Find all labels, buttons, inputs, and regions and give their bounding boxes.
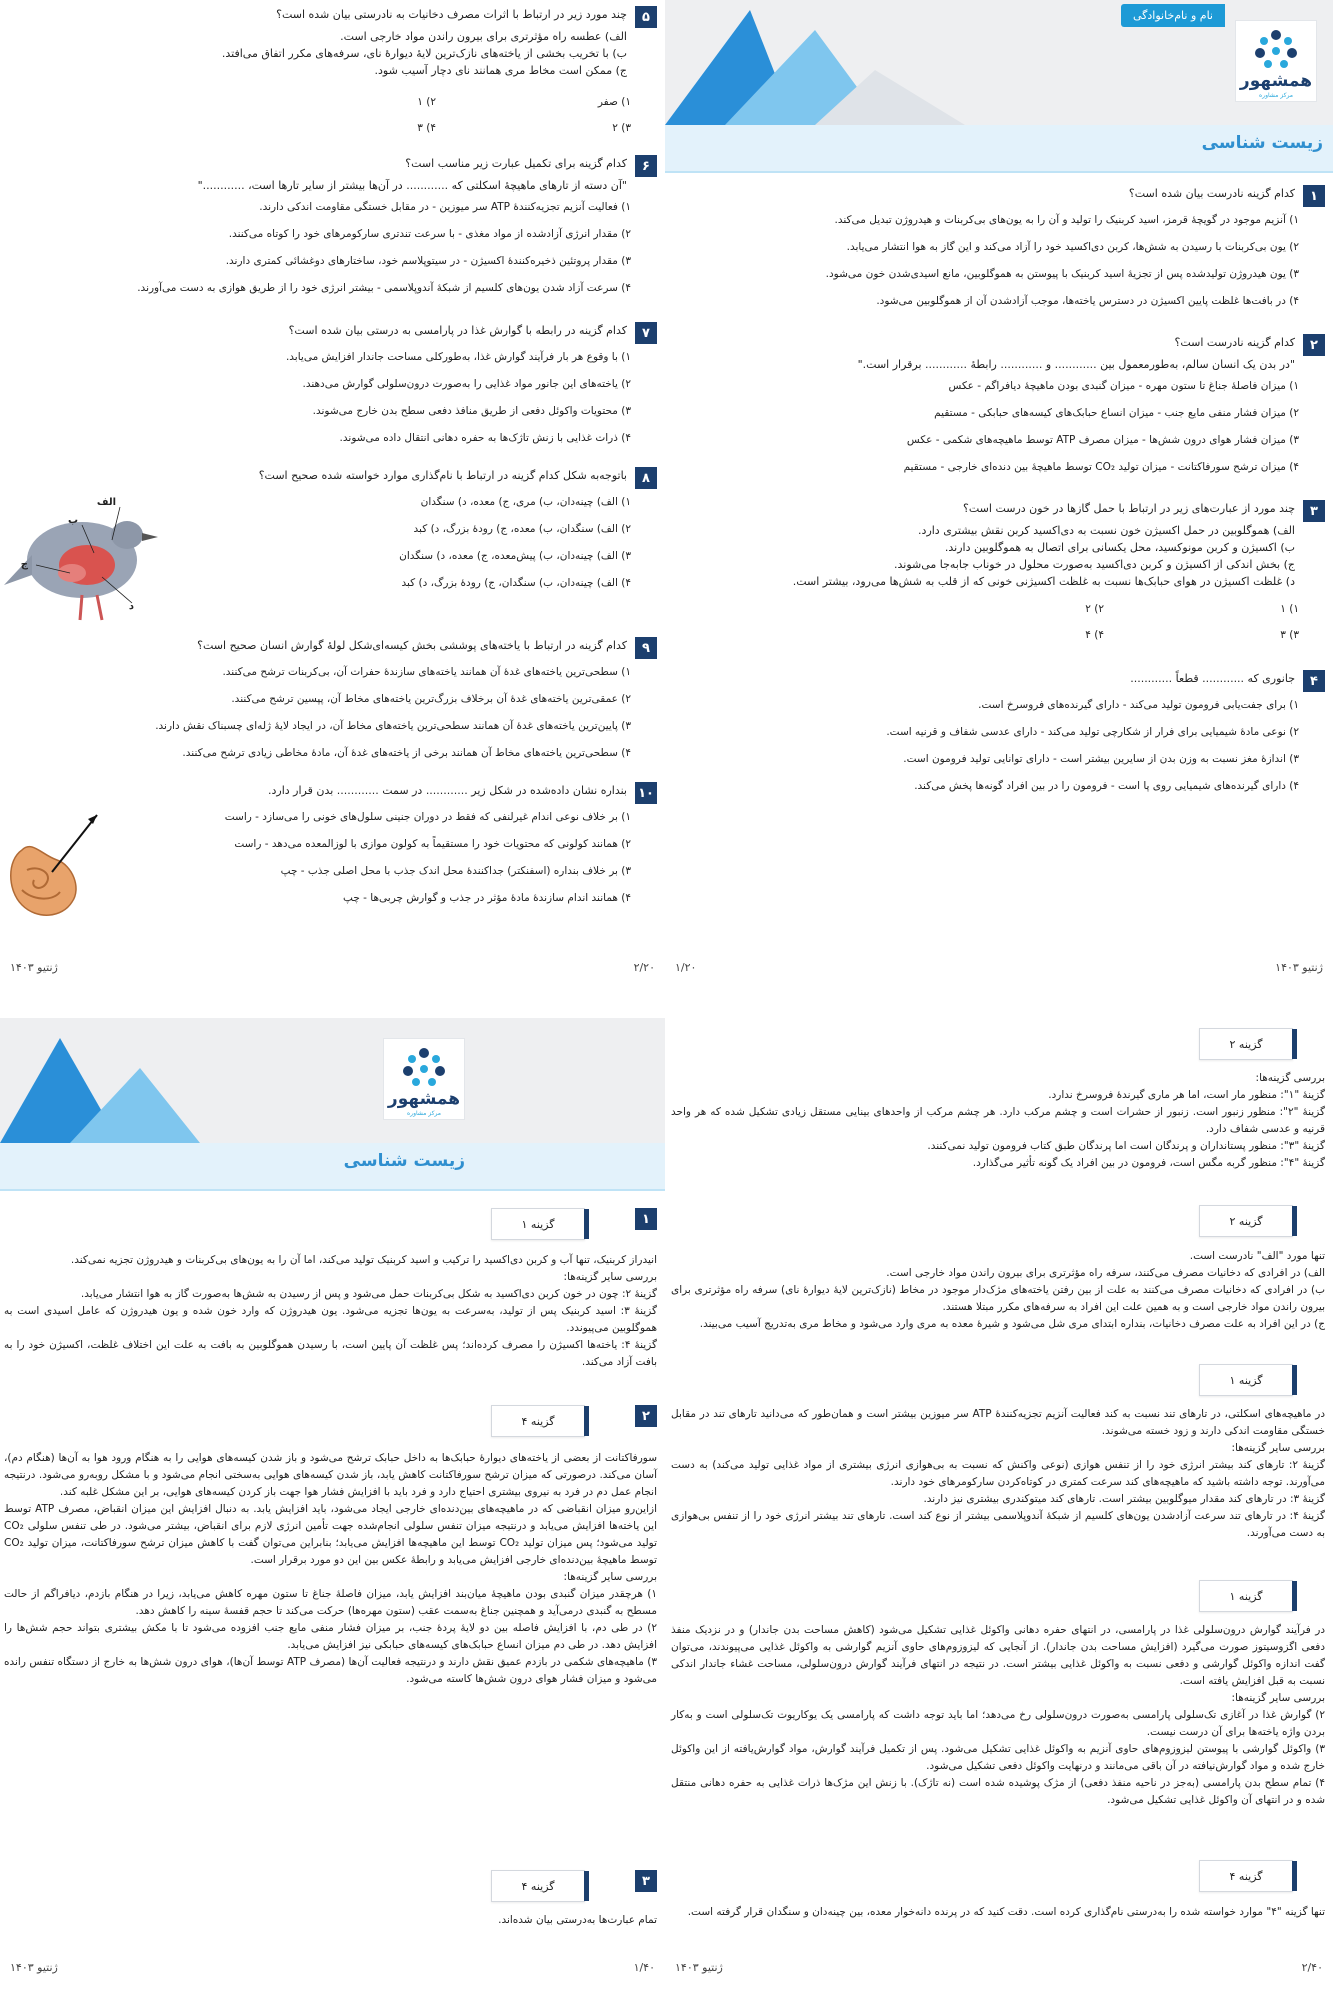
question-1 [665, 185, 1325, 315]
page-number: ۲/۴۰ [1301, 1961, 1323, 1974]
question-statement: "در بدن یک انسان سالم، به‌طورمعمول بین ............ و ............ رابطهٔ ............ برقرار است." [857, 358, 1295, 371]
question-5 [0, 6, 657, 141]
answer-choice: گزینه ۱ [491, 1208, 585, 1240]
answer-choice: گزینه ۴ [491, 1870, 585, 1902]
page-top-left [0, 0, 665, 1000]
figure-label: ج [20, 559, 28, 570]
option[interactable]: ۳) بر خلاف بنداره (اسفنکتر) جداکنندهٔ محل اندک جذب با محل اصلی جذب - چپ [280, 865, 631, 877]
header-decoration-triangles [0, 1018, 260, 1143]
statement: ب) اکسیژن و کربن مونوکسید، محل یکسانی برای اتصال به هموگلوبین دارند. [944, 541, 1295, 554]
explanation-paragraph: ۲) در طی دم، با افزایش فاصله بین دو لایهٔ پردهٔ جنب، بر میزان فشار منفی مایع جنب افزوده می‌شود تا با مکش بیشتری بتواند حجم شش‌ها را افزایش دهد. در طی دم میزان انساع حبابک‌های کیسه‌های حبابکی نیز افزایش می‌یابد. [4, 1622, 657, 1651]
question-number: ۱۰ [635, 782, 657, 804]
question-text: کدام گزینه نادرست است؟ [1174, 336, 1295, 349]
explanation-paragraph: بررسی سایر گزینه‌ها: [563, 1271, 657, 1283]
option[interactable]: ۲) عمقی‌ترین یاخته‌های غدهٔ آن برخلاف بزرگ‌ترین یاخته‌های مخاط آن، پپسین ترشح می‌کنند. [231, 693, 631, 705]
statement: ج) ممکن است مخاط مری همانند نای دچار آسیب شود. [374, 64, 627, 77]
question-text: چند مورد زیر در ارتباط با اثرات مصرف دخانیات به نادرستی بیان شده است؟ [276, 8, 627, 21]
topic-title: زیست شناسی [1201, 133, 1323, 153]
explanation-paragraph: سورفاکتانت از بعضی از یاخته‌های دیوارهٔ حبابک‌ها به داخل حبابک ترشح می‌شود و باز شدن کیسه‌های هوایی را به هنگام ورود هوا به آن‌ها (هنگام دم)، آسان می‌کند. درصورتی که میزان ترشح سورفاکتانت کاهش یابد، باز شدن کیسه‌های هوایی به‌سختی انجام می‌شود و با مشکل روبه‌رو می‌شود. درنتیجه انجام عمل دم در فرد به نیروی بیشتری احتیاج دارد و فرد باید با افزایش فشار هوا جهت باز کردن کیسه‌های هوایی، بر این مشکل غلبه کند. [4, 1452, 657, 1498]
question-number: ۴ [1303, 670, 1325, 692]
page-footer [10, 1961, 655, 1974]
option[interactable]: ۴) ذرات غذایی با زنش تاژک‌ها به حفره دهانی انتقال داده می‌شوند. [339, 432, 631, 444]
question-number: ۸ [635, 467, 657, 489]
figure-label: د [128, 601, 134, 612]
option[interactable]: ۲) همانند کولونی که محتویات خود را مستقیماً به کولون موازی با لوزالمعده می‌دهد - راست [234, 838, 631, 850]
question-text: کدام گزینه نادرست بیان شده است؟ [1128, 187, 1295, 200]
explanation-paragraph: ج) در این افراد به علت مصرف دخانیات، بنداره ابتدای مری شل می‌شود و شیرهٔ معده به مری وارد می‌شود و مخاط مری به‌تدریج آسیب می‌بیند. [699, 1318, 1325, 1330]
page-bottom-right [665, 1000, 1333, 2000]
question-text: کدام گزینه برای تکمیل عبارت زیر مناسب است؟ [405, 157, 627, 170]
question-text: بنداره نشان داده‌شده در شکل زیر ............ در سمت ............ بدن قرار دارد. [268, 784, 627, 797]
answer-number: ۳ [635, 1870, 657, 1892]
answer-choice: گزینه ۲ [1199, 1028, 1293, 1060]
topic-title: زیست شناسی [343, 1151, 465, 1171]
footer-series: ژنتیو ۱۴۰۳ [1275, 961, 1323, 974]
statement: الف) هموگلوبین در حمل اکسیژن خون نسبت به دی‌اکسید کربن نقش بیشتری دارد. [918, 524, 1295, 537]
question-number: ۵ [635, 6, 657, 28]
explanation-paragraph: گزینهٔ ۳: اسید کربنیک پس از تولید، به‌سرعت به یون‌ها تجزیه می‌شود. یون هیدروژن که وارد خون شده و یون هیدروژن که عامل اسیدی است به هموگلوبین می‌پیوندد. [4, 1305, 657, 1334]
explanation-paragraph: در فرآیند گوارش درون‌سلولی غذا در پارامسی، در انتهای حفره دهانی واکوئل غذایی تشکیل می‌شود (کاهش مساحت بدن جاندار) و در نزدیک منفذ دفعی اگزوسیتوز صورت می‌گیرد (افزایش مساحت بدن جاندار). از آنجایی که لیزوزوم‌های حاوی آنزیم گوارشی به واکوئل غذایی می‌پیوندند، می‌توان گفت اندازه واکوئل گوارشی و دفعی نسبت به واکوئل غذایی بیشتر است. در نتیجه در انتهای فرآیند گوارش درون‌سلولی، مساحت غشاء جاندار اندکی نسبت به قبل افزایش یافته است. [671, 1624, 1325, 1687]
explanation-paragraph: گزینهٔ ۳: در تارهای کند مقدار میوگلوبین بیشتر است. تارهای کند میتوکندری بیشتری نیز دارند. [923, 1493, 1325, 1505]
question-text: باتوجه‌به شکل کدام گزینه در ارتباط با نام‌گذاری موارد خواسته شده صحیح است؟ [258, 469, 627, 482]
page-number: ۲/۲۰ [633, 961, 655, 974]
option[interactable]: ۲) الف) سنگدان، ب) معده، ج) رودهٔ بزرگ، د) کبد [413, 523, 631, 535]
page-footer [10, 961, 655, 974]
brand-logo [1235, 20, 1317, 102]
explanation-paragraph: گزینهٔ "۳": منظور پستانداران و پرندگان است اما پرندگان طبق کتاب فرومون تولید نمی‌کنند. [927, 1140, 1325, 1152]
question-2 [665, 334, 1325, 481]
page-number: ۱/۴۰ [633, 1961, 655, 1974]
answer-explanation [4, 1450, 657, 1688]
question-number: ۱ [1303, 185, 1325, 207]
explanation-paragraph: گزینهٔ ۴: یاخته‌ها اکسیژن را مصرف کرده‌اند؛ پس غلظت آن پایین است، با رسیدن هموگلوبین به بافت به علت این اختلاف غلظت، اکسیژن خود را به بافت آزاد می‌کند. [4, 1339, 658, 1368]
explanation-paragraph: ۱) هرچقدر میزان گنبدی بودن ماهیچهٔ میان‌بند افزایش یابد، میزان فاصلهٔ جناغ تا ستون مهره کاهش می‌یابد، زیرا در هنگام بازدم، دیافراگم از حالت مسطح به گنبدی درمی‌آید و همچنین جناغ به‌سمت عقب (ستون مهره‌ها) حرکت می‌کند تا حجم قفسهٔ سینه را کاهش دهد. [4, 1588, 657, 1617]
option[interactable]: ۲) یاخته‌های این جانور مواد غذایی را به‌صورت درون‌سلولی گوارش می‌دهند. [302, 378, 631, 390]
explanation-paragraph: الف) در افرادی که دخانیات مصرف می‌کنند، سرفه راه مؤثرتری برای بیرون راندن مواد خارجی است. [886, 1267, 1325, 1279]
page-footer [675, 961, 1323, 974]
option[interactable]: ۱) سطحی‌ترین یاخته‌های غدهٔ آن همانند یاخته‌های سازندهٔ حفرات آن، بی‌کربنات ترشح می‌کنند. [222, 666, 631, 678]
option[interactable]: ۳) پایین‌ترین یاخته‌های غدهٔ آن همانند سطحی‌ترین یاخته‌های مخاط آن، در ایجاد لایهٔ ژله‌ای چسبناک نقش دارند. [155, 720, 631, 732]
option[interactable]: ۳) ۲ [612, 122, 631, 134]
option[interactable]: ۲) ۱ [417, 96, 436, 108]
answer-choice: گزینه ۲ [1199, 1205, 1293, 1237]
answer-explanation [671, 1070, 1325, 1172]
option[interactable]: ۴) در بافت‌ها غلظت پایین اکسیژن در دسترس یاخته‌ها، موجب آزادشدن آن از هموگلوبین می‌شود. [876, 295, 1299, 307]
answer-explanation [671, 1406, 1325, 1542]
explanation-paragraph: ۳) ماهیچه‌های شکمی در بازدم عمیق نقش دارند و درنتیجه فعالیت آن‌ها (مصرف ATP توسط آن‌ها)، هوای درون شش‌ها به خارج از دستگاه تنفس رانده می‌شود و میزان فشار هوای درون شش‌ها کاسته می‌شود. [4, 1656, 657, 1685]
explanation-paragraph: ۴) تمام سطح بدن پارامسی (به‌جز در ناحیه منفذ دفعی) از مژک پوشیده شده است (نه تاژک). با زنش این مژک‌ها ذرات غذایی به حفره دهانی منتقل شده و در انتهای آن واکوئل غذایی تشکیل می‌شود. [671, 1777, 1325, 1806]
explanation-paragraph: ب) در افرادی که دخانیات مصرف می‌کنند به علت از بین رفتن یاخته‌های مژک‌دار موجود در مخاط (نازک‌ترین لایهٔ دیوارهٔ نای) سرفه راه مؤثرتری برای بیرون راندن مواد خارجی است و به همین علت این افراد به سرفه‌های مکرر مبتلا هستند. [671, 1284, 1325, 1313]
option[interactable]: ۲) میزان فشار منفی مایع جنب - میزان انساع حبابک‌های کیسه‌های حبابکی - مستقیم [934, 407, 1299, 419]
option[interactable]: ۱) آنزیم موجود در گویچهٔ قرمز، اسید کربنیک را تولید و آن را به یون‌های بی‌کربنات و هیدروژن تبدیل می‌کند. [834, 214, 1299, 226]
option[interactable]: ۱) برای جفت‌یابی فرومون تولید می‌کند - دارای گیرنده‌های فروسرخ است. [978, 699, 1299, 711]
statement: ج) بخش اندکی از اکسیژن و کربن دی‌اکسید به‌صورت محلول در خوناب جابه‌جا می‌شوند. [893, 558, 1295, 571]
option[interactable]: ۱) بر خلاف نوعی اندام غیرلنفی که فقط در دوران جنینی سلول‌های خونی را می‌سازد - راست [224, 811, 631, 823]
option[interactable]: ۴) همانند اندام سازندهٔ مادهٔ مؤثر در جذب و گوارش چربی‌ها - چپ [343, 892, 631, 904]
option[interactable]: ۳) یون هیدروژن تولیدشده پس از تجزیهٔ اسید کربنیک با پیوستن به هموگلوبین، مانع اسیدی‌شدن خون می‌شود. [825, 268, 1299, 280]
question-3 [665, 500, 1325, 648]
explanation-paragraph: تنها گزینه "۴" موارد خواسته شده را به‌درستی نام‌گذاری کرده است. دقت کنید که در پرنده دانه‌خوار معده، بین چینه‌دان و سنگدان قرار گرفته است. [687, 1906, 1325, 1918]
option[interactable]: ۴) ۴ [1085, 629, 1104, 641]
question-text: جانوری که ............ قطعاً ............ [1130, 672, 1295, 685]
question-text: چند مورد از عبارت‌های زیر در ارتباط با حمل گازها در خون درست است؟ [963, 502, 1295, 515]
option[interactable]: ۲) مقدار انرژی آزادشده از مواد مغذی - با سرعت تندتری سارکومرهای خود را کوتاه می‌کنند. [228, 228, 631, 240]
header-decoration-triangles [665, 0, 965, 125]
explanation-paragraph: بررسی سایر گزینه‌ها: [1231, 1442, 1325, 1454]
brand-name: همشهور [1239, 71, 1313, 91]
option[interactable]: ۱) ۱ [1280, 603, 1299, 615]
option[interactable]: ۴) میزان ترشح سورفاکتانت - میزان تولید CO₂ توسط ماهیچهٔ بین دنده‌ای خارجی - مستقیم [903, 461, 1299, 473]
option[interactable]: ۳) میزان فشار هوای درون شش‌ها - میزان مصرف ATP توسط ماهیچه‌های شکمی - عکس [906, 434, 1299, 446]
explanation-paragraph: تمام عبارت‌ها به‌درستی بیان شده‌اند. [498, 1914, 657, 1926]
answer-choice: گزینه ۱ [1199, 1580, 1293, 1612]
explanation-paragraph: انیدراز کربنیک، تنها آب و کربن دی‌اکسید را ترکیب و اسید کربنیک تولید می‌کند، اما آن را به یون‌های بی‌کربنات و هیدروژن تجزیه نمی‌کند. [70, 1254, 657, 1266]
question-text: کدام گزینه در ارتباط با یاخته‌های پوششی بخش کیسه‌ای‌شکل لولهٔ گوارش انسان صحیح است؟ [197, 639, 627, 652]
answer-number: ۲ [635, 1405, 657, 1427]
statement: د) غلظت اکسیژن در هوای حبابک‌ها نسبت به غلظت اکسیژنی خونی که از قلب به شش‌ها می‌رود، بیشتر است. [792, 575, 1295, 588]
explanation-paragraph: بررسی سایر گزینه‌ها: [1231, 1692, 1325, 1704]
option[interactable]: ۲) ۲ [1085, 603, 1104, 615]
answer-explanation [671, 1904, 1325, 1921]
answer-choice: گزینه ۴ [491, 1405, 585, 1437]
option[interactable]: ۲) نوعی مادهٔ شیمیایی برای فرار از شکارچی تولید می‌کند - دارای عدسی شفاف و قرنیه است. [886, 726, 1299, 738]
answer-explanation [671, 1248, 1325, 1333]
explanation-paragraph: تنها مورد "الف" نادرست است. [1189, 1250, 1325, 1262]
explanation-paragraph: گزینهٔ "۱": منظور مار است، اما هر ماری گیرندهٔ فروسرخ ندارد. [1048, 1089, 1325, 1101]
question-9 [0, 637, 657, 767]
answer-choice: گزینه ۱ [1199, 1364, 1293, 1396]
page-bottom-left [0, 1000, 665, 2000]
question-4 [665, 670, 1325, 800]
name-badge: نام و نام‌خانوادگی [1121, 4, 1225, 27]
option[interactable]: ۴) سطحی‌ترین یاخته‌های مخاط آن همانند برخی از یاخته‌های غدهٔ آن، مادهٔ مخاطی زیادی ترشح می‌کنند. [182, 747, 631, 759]
answer-explanation [4, 1912, 657, 1929]
figure-label: الف [96, 497, 116, 508]
statement: ب) با تخریب بخشی از یاخته‌های نازک‌ترین لایهٔ دیوارهٔ نای، سرفه‌های مکرر اتفاق می‌افتد. [221, 47, 627, 60]
question-7 [0, 322, 657, 452]
answer-choice: گزینه ۴ [1199, 1860, 1293, 1892]
brand-logo [383, 1038, 465, 1120]
option[interactable]: ۴) الف) چینه‌دان، ب) سنگدان، ج) رودهٔ بزرگ، د) کبد [401, 577, 631, 589]
footer-series: ژنتیو ۱۴۰۳ [10, 1961, 58, 1974]
option[interactable]: ۳) مقدار پروتئین ذخیره‌کنندهٔ اکسیژن - در سیتوپلاسم خود، ساختارهای دوغشائی کمتری دارند. [225, 255, 631, 267]
question-number: ۷ [635, 322, 657, 344]
footer-series: ژنتیو ۱۴۰۳ [675, 1961, 723, 1974]
answer-explanation [671, 1622, 1325, 1809]
option[interactable]: ۳) الف) چینه‌دان، ب) پیش‌معده، ج) معده، د) سنگدان [399, 550, 631, 562]
explanation-paragraph: در ماهیچه‌های اسکلتی، در تارهای تند نسبت به کند فعالیت آنزیم تجزیه‌کنندهٔ ATP سر میوزین بیشتر است و همان‌طور که می‌دانید تارهای تند در مقابل خستگی مقاومت اندکی دارند و زود خسته می‌شوند. [671, 1408, 1325, 1437]
explanation-paragraph: بررسی گزینه‌ها: [1255, 1072, 1325, 1084]
topic-band [0, 1143, 665, 1191]
explanation-paragraph: گزینهٔ ۲: چون در خون کربن دی‌اکسید به شکل بی‌کربنات حمل می‌شود و پس از رسیدن به شش‌ها به‌صورت گاز به هوا انتشار می‌یابد. [80, 1288, 657, 1300]
explanation-paragraph: گزینهٔ "۴": منظور گربه مگس است، فرومون در بین افراد یک گونه تأثیر می‌گذارد. [972, 1157, 1325, 1169]
explanation-paragraph: ازاین‌رو میزان انقباضی که در ماهیچه‌های بین‌دنده‌ای خارجی ایجاد می‌شود، باید افزایش یابد. به دنبال افزایش این میزان انقباض، مصرف ATP توسط این یاخته‌ها افزایش می‌یابد و درنتیجه میزان تنفس سلولی انجام‌شده جهت تأمین انرژی لازم برای انقباض، بیشتر می‌شود. در طی تنفس سلولی CO₂ تولید می‌شود؛ پس میزان تولید CO₂ توسط این ماهیچه‌ها افزایش می‌یابد؛ بنابراین می‌توان گفت با کاهش میزان ترشح سورفاکتانت، میزان تولید CO₂ توسط ماهیچهٔ بین‌دنده‌ای خارجی افزایش می‌یابد و رابطهٔ عکس بین این دو مورد برقرار است. [4, 1503, 657, 1566]
option[interactable]: ۱) الف) چینه‌دان، ب) مری، ج) معده، د) سنگدان [420, 496, 631, 508]
brand-name: همشهور [387, 1089, 461, 1109]
intestine-figure [2, 810, 102, 925]
bird-digestive-figure [2, 495, 162, 625]
page-footer [675, 1961, 1323, 1974]
statement: الف) عطسه راه مؤثرتری برای بیرون راندن مواد خارجی است. [340, 30, 627, 43]
brand-sub: مرکز مشاوره [407, 1110, 441, 1117]
explanation-paragraph: بررسی سایر گزینه‌ها: [563, 1571, 657, 1583]
explanation-paragraph: گزینهٔ ۲: تارهای کند بیشتر انرژی خود را از تنفس هوازی (نوعی واکنش که نسبت به بی‌هوازی انرژی بیشتری از مواد غذایی تولید می‌کند) به دست می‌آورند. توجه داشته باشید که ماهیچه‌های کند سرعت کمتری در کوتاه‌کردن سارکومرهای خود دارند. [671, 1459, 1325, 1488]
explanation-paragraph: ۲) گوارش غذا در آغازی تک‌سلولی پارامسی به‌صورت درون‌سلولی رخ می‌دهد؛ اما باید توجه داشت که پارامسی یک یوکاریوت تک‌سلولی است و به‌کار بردن واژه یاخته‌ها برای آن درست نیست. [671, 1709, 1325, 1738]
question-number: ۳ [1303, 500, 1325, 522]
answer-number: ۱ [635, 1208, 657, 1230]
option[interactable]: ۱) میزان فاصلهٔ جناغ تا ستون مهره - میزان گنبدی بودن ماهیچهٔ دیافراگم - عکس [948, 380, 1299, 392]
brand-sub: مرکز مشاوره [1259, 92, 1293, 99]
footer-series: ژنتیو ۱۴۰۳ [10, 961, 58, 974]
question-number: ۹ [635, 637, 657, 659]
option[interactable]: ۳) اندازهٔ مغز نسبت به وزن بدن از سایرین بیشتر است - دارای توانایی تولید فرومون است. [903, 753, 1299, 765]
question-text: کدام گزینه در رابطه با گوارش غذا در پارامسی به درستی بیان شده است؟ [288, 324, 627, 337]
option[interactable]: ۴) سرعت آزاد شدن یون‌های کلسیم از شبکهٔ آندوپلاسمی - بیشتر انرژی خود را از طریق هوازی به دست می‌آورند. [137, 282, 631, 294]
question-number: ۲ [1303, 334, 1325, 356]
explanation-paragraph: گزینهٔ ۴: در تارهای تند سرعت آزادشدن یون‌های کلسیم از شبکهٔ آندوپلاسمی بیشتر از نوع کند است. تارهای تند بیشتر انرژی خود را از تنفس بی‌هوازی به دست می‌آورند. [671, 1510, 1325, 1539]
page-number: ۱/۲۰ [675, 961, 697, 974]
explanation-paragraph: گزینهٔ "۲": منظور زنبور است. زنبور از حشرات است و چشم مرکب دارد. هر چشم مرکب از واحدهای بینایی مستقل زیادی تشکیل شده که هر واحد قرنیه و عدسی شفاف دارد. [671, 1106, 1325, 1135]
question-6 [0, 155, 657, 302]
option[interactable]: ۱) صفر [597, 96, 631, 108]
topic-band [665, 125, 1333, 173]
option[interactable]: ۴) دارای گیرنده‌های شیمیایی روی پا است - فرومون را در بین افراد گونه‌ها پخش می‌کند. [914, 780, 1299, 792]
option[interactable]: ۱) فعالیت آنزیم تجزیه‌کنندهٔ ATP سر میوزین - در مقابل خستگی مقاومت اندکی دارند. [259, 201, 631, 213]
option[interactable]: ۳) ۳ [1280, 629, 1299, 641]
option[interactable]: ۳) محتویات واکوئل دفعی از طریق منافذ دفعی سطح بدن خارج می‌شوند. [312, 405, 631, 417]
option[interactable]: ۴) ۳ [417, 122, 436, 134]
question-number: ۶ [635, 155, 657, 177]
explanation-paragraph: ۳) واکوئل گوارشی با پیوستن لیزوزوم‌های حاوی آنزیم به واکوئل غذایی تشکیل می‌شود. پس از تکمیل فرآیند گوارش، مواد گوارش‌یافته از این واکوئل خارج شده و مواد گوارش‌نیافته در آن باقی می‌مانند و درنهایت واکوئل دفعی تشکیل می‌شود. [671, 1743, 1325, 1772]
page-top-right [665, 0, 1333, 1000]
question-statement: "آن دسته از تارهای ماهیچهٔ اسکلتی که ............ در آن‌ها بیشتر از سایر تارها است، ............" [197, 179, 627, 192]
option[interactable]: ۲) یون بی‌کربنات با رسیدن به شش‌ها، کربن دی‌اکسید خود را آزاد می‌کند و این گاز به هوا انتشار می‌یابد. [846, 241, 1299, 253]
option[interactable]: ۱) با وقوع هر بار فرآیند گوارش غذا، به‌طورکلی مساحت جاندار افزایش می‌یابد. [285, 351, 631, 363]
figure-label: ب [67, 515, 78, 526]
answer-explanation [4, 1252, 657, 1371]
